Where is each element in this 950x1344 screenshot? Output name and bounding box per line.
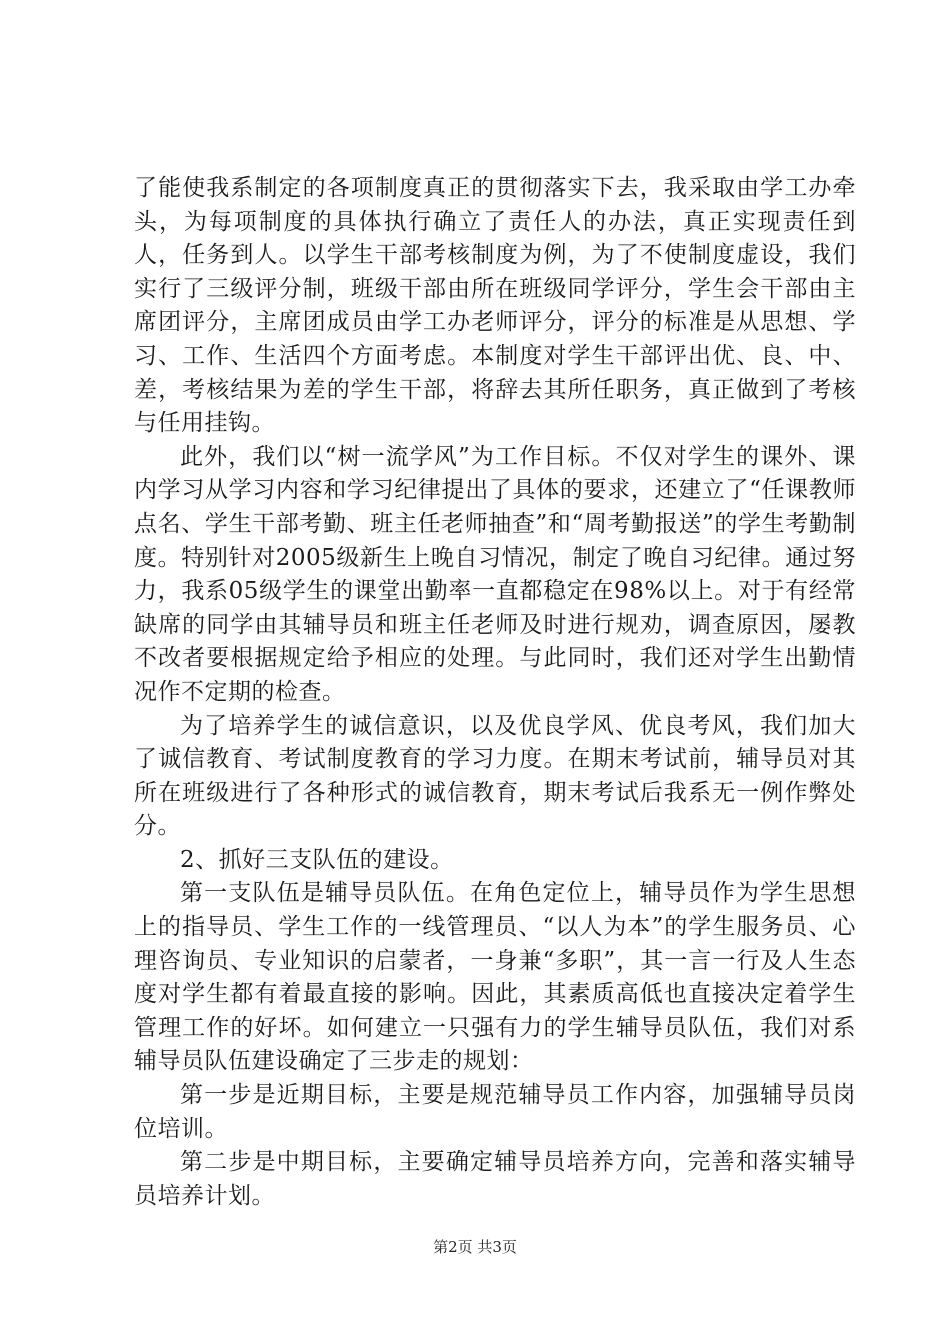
paragraph-step-one: 第一步是近期目标，主要是规范辅导员工作内容，加强辅导员岗位培训。 xyxy=(134,1082,856,1142)
paragraph-study-style: 此外，我们以“树一流学风”为工作目标。不仅对学生的课外、课内学习从学习内容和学习纪律提出了具体的要求，还建立了“任课教师点名、学生干部考勤、班主任老师抽查”和“周考勤报送”的学生考勤制度。特别针对2005级新生上晚自习情况，制定了晚自习纪律。通过努力，我系05级学生的课堂出勤率一直都稳定在98%以上。对于有经常缺席的同学由其辅导员和班主任老师及时进行规劝，调查原因，屡教不改者要根据规定给予相应的处理。与此同时，我们还对学生出勤情况作不定期的检查。 xyxy=(134,443,856,705)
paragraph-continuation: 了能使我系制定的各项制度真正的贯彻落实下去，我采取由学工办牵头，为每项制度的具体执行确立了责任人的办法，真正实现责任到人，任务到人。以学生干部考核制度为例，为了不使制度虚设，我们实行了三级评分制，班级干部由所在班级同学评分，学生会干部由主席团评分，主席团成员由学工办老师评分，评分的标准是从思想、学习、工作、生活四个方面考虑。本制度对学生干部评出优、良、中、差，考核结果为差的学生干部，将辞去其所任职务，真正做到了考核与任用挂钩。 xyxy=(134,175,856,437)
page-number-label: 第2页 共3页 xyxy=(433,1238,517,1256)
section-heading-three-teams: 2、抓好三支队伍的建设。 xyxy=(180,846,454,873)
paragraph-step-two: 第二步是中期目标，主要确定辅导员培养方向，完善和落实辅导员培养计划。 xyxy=(134,1149,856,1209)
document-body xyxy=(134,172,856,1213)
paragraph-integrity: 为了培养学生的诚信意识，以及优良学风、优良考风，我们加大了诚信教育、考试制度教育的学习力度。在期末考试前，辅导员对其所在班级进行了各种形式的诚信教育，期末考试后我系无一例作弊处分。 xyxy=(134,712,856,840)
paragraph-counselor-team: 第一支队伍是辅导员队伍。在角色定位上，辅导员作为学生思想上的指导员、学生工作的一线管理员、“以人为本”的学生服务员、心理咨询员、专业知识的启蒙者，一身兼“多职”，其一言一行及人生态度对学生都有着最直接的影响。因此，其素质高低也直接决定着学生管理工作的好坏。如何建立一只强有力的学生辅导员队伍，我们对系辅导员队伍建设确定了三步走的规划： xyxy=(134,880,856,1075)
page-footer xyxy=(0,1236,950,1257)
